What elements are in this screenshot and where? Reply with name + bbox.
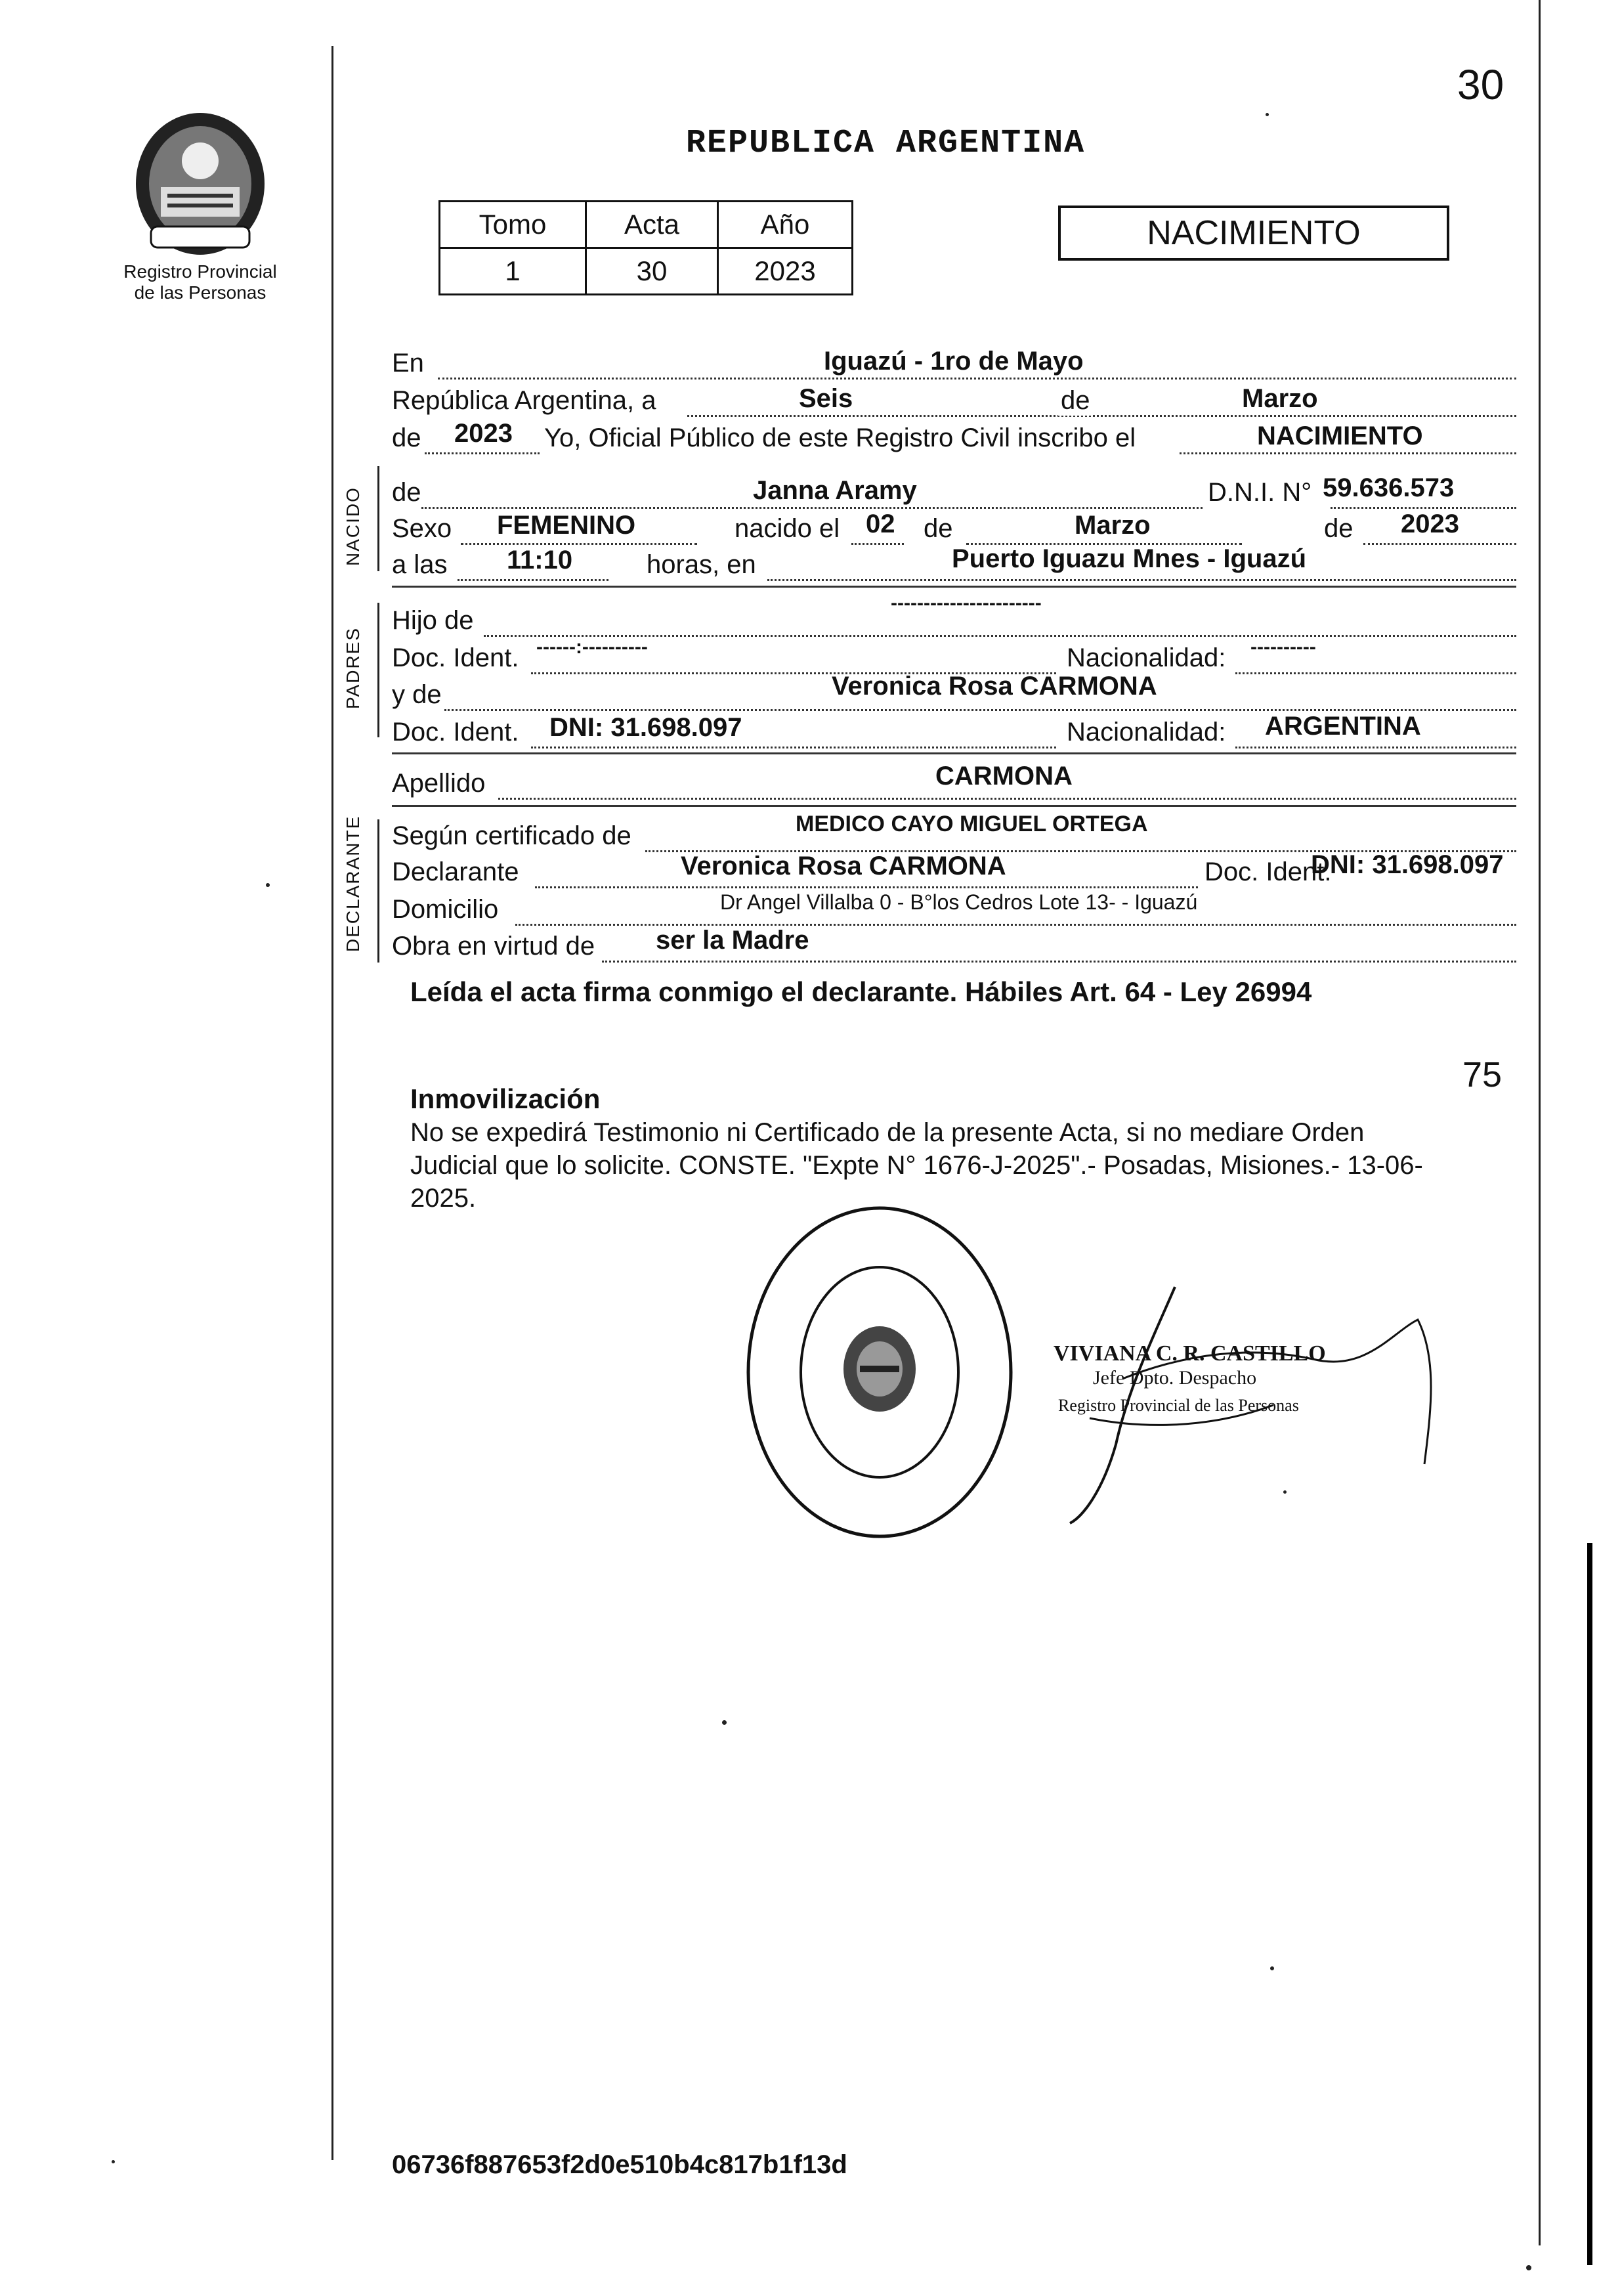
- sex-value: FEMENINO: [497, 511, 636, 540]
- republica-label: República Argentina, a: [392, 386, 656, 415]
- record-type-box: NACIMIENTO: [1058, 206, 1449, 261]
- father-nat-value: ----------: [1250, 636, 1316, 658]
- value-ano: 2023: [718, 248, 853, 295]
- nacido-el-label: nacido el: [735, 514, 840, 543]
- time-value: 11:10: [507, 546, 573, 574]
- closing-statement: Leída el acta firma conmigo el declarante. Hábiles Art. 64 - Ley 26994: [410, 976, 1312, 1007]
- decl-label: Declarante: [392, 857, 519, 886]
- scan-speck: [1283, 1490, 1287, 1494]
- dom-label: Domicilio: [392, 895, 499, 924]
- right-edge-bar: [1587, 1543, 1592, 2265]
- obra-label: Obra en virtud de: [392, 932, 595, 961]
- value-acta: 30: [586, 248, 718, 295]
- nacido-de-label: de: [392, 478, 421, 507]
- child-name-value: Janna Aramy: [753, 476, 917, 505]
- padres-section-label: PADRES: [343, 626, 363, 709]
- inmovilizacion-line1: No se expedirá Testimonio ni Certificado de la presente Acta, si no mediare Orden: [410, 1118, 1365, 1147]
- birth-day-value: 02: [866, 509, 895, 538]
- cert-value: MEDICO CAYO MIGUEL ORTEGA: [796, 812, 1148, 836]
- month-value: Marzo: [1242, 384, 1318, 413]
- scan-speck: [722, 1720, 727, 1725]
- stamp-seal-icon: [742, 1202, 1017, 1543]
- en-label: En: [392, 349, 424, 378]
- signature-name: VIVIANA C. R. CASTILLO: [1054, 1341, 1326, 1366]
- row-nacido-name: [392, 473, 1516, 513]
- scan-speck: [1266, 113, 1269, 116]
- provincial-emblem: [131, 108, 269, 259]
- scan-speck: [112, 2160, 115, 2163]
- hijo-de-label: Hijo de: [392, 606, 474, 635]
- horas-label: horas, en: [647, 550, 756, 579]
- declarant-doc-value: DNI: 31.698.097: [1311, 850, 1504, 879]
- act-value: NACIMIENTO: [1257, 422, 1423, 450]
- document-hash: 06736f887653f2d0e510b4c817b1f13d: [392, 2150, 847, 2179]
- domicile-value: Dr Angel Villalba 0 - B°los Cedros Lote 13- - Iguazú: [720, 890, 1198, 914]
- logo-caption-line1: Registro Provincial: [123, 261, 277, 282]
- padres-bar: [377, 603, 379, 737]
- y-de-label: y de: [392, 680, 442, 709]
- signature-role: Jefe Dpto. Despacho: [1093, 1367, 1257, 1389]
- secondary-number: 75: [1462, 1055, 1503, 1094]
- mother-nat-label: Nacionalidad:: [1067, 718, 1226, 747]
- mother-doc-value: DNI: 31.698.097: [549, 713, 742, 742]
- mother-nat-value: ARGENTINA: [1265, 712, 1421, 741]
- year-prefix-label: de: [392, 423, 421, 452]
- padres-separator: [392, 752, 1516, 754]
- dni-label: D.N.I. N°: [1208, 478, 1312, 507]
- row-en: [392, 347, 1516, 383]
- cert-label: Según certificado de: [392, 821, 631, 850]
- row-mother: [392, 672, 1516, 715]
- registry-table: [438, 200, 853, 295]
- declarante-section-label: DECLARANTE: [343, 815, 363, 952]
- header-acta: Acta: [586, 202, 718, 248]
- shield-emblem-icon: [131, 108, 269, 259]
- official-stamp: [742, 1202, 1017, 1543]
- nacido-separator: [392, 586, 1516, 588]
- row-domicilio: [392, 890, 1516, 930]
- left-margin-line: [331, 46, 333, 2160]
- apellido-value: CARMONA: [935, 762, 1073, 791]
- statement-text: Yo, Oficial Público de este Registro Civil inscribo el: [544, 423, 1136, 452]
- child-dni-value: 59.636.573: [1323, 473, 1455, 502]
- inmovilizacion-line2: Judicial que lo solicite. CONSTE. "Expte N° 1676-J-2025".- Posadas, Misiones.- 13-06-: [410, 1151, 1423, 1180]
- row-nacido-time: [392, 544, 1516, 585]
- year-value: 2023: [454, 419, 513, 448]
- nacido-bar: [377, 466, 379, 571]
- obra-value: ser la Madre: [656, 926, 809, 955]
- place-value: Iguazú - 1ro de Mayo: [824, 347, 1084, 376]
- nacido-de-label2: de: [924, 514, 953, 543]
- declarant-value: Veronica Rosa CARMONA: [681, 852, 1006, 880]
- row-declarante: [392, 850, 1516, 892]
- value-tomo: 1: [440, 248, 586, 295]
- apellido-label: Apellido: [392, 769, 486, 798]
- row-hijo-de: [392, 592, 1516, 641]
- scan-speck: [266, 883, 270, 887]
- birth-place-value: Puerto Iguazu Mnes - Iguazú: [952, 544, 1307, 573]
- birth-year-value: 2023: [1401, 509, 1459, 538]
- father-nat-label: Nacionalidad:: [1067, 643, 1226, 672]
- mother-doc-label: Doc. Ident.: [392, 718, 519, 747]
- apellido-separator: [392, 805, 1516, 807]
- header-ano: Año: [718, 202, 853, 248]
- row-nacido-sex: [392, 509, 1516, 549]
- day-value: Seis: [799, 384, 853, 413]
- scan-speck: [1526, 2265, 1531, 2270]
- father-value: -----------------------: [891, 592, 1042, 614]
- row-republica: [392, 384, 1516, 421]
- declarante-bar: [377, 819, 379, 963]
- father-doc-value: ------:----------: [536, 636, 648, 658]
- inmovilizacion-line3: 2025.: [410, 1184, 477, 1213]
- a-las-label: a las: [392, 550, 448, 579]
- logo-caption-line2: de las Personas: [134, 282, 266, 303]
- signature-org: Registro Provincial de las Personas: [1058, 1396, 1299, 1415]
- nacido-de-label3: de: [1324, 514, 1354, 543]
- father-doc-label: Doc. Ident.: [392, 643, 519, 672]
- page-title: REPUBLICA ARGENTINA: [686, 125, 1086, 162]
- header-tomo: Tomo: [440, 202, 586, 248]
- row-apellido: [392, 762, 1516, 804]
- right-margin-line: [1539, 0, 1541, 2245]
- row-mother-doc: [392, 712, 1516, 752]
- row-obra: [392, 926, 1516, 966]
- decl-doc-label: Doc. Ident.: [1205, 857, 1332, 886]
- birth-month-value: Marzo: [1075, 511, 1151, 540]
- mother-value: Veronica Rosa CARMONA: [832, 672, 1157, 701]
- de-label: de: [1058, 386, 1093, 416]
- page-number: 30: [1457, 61, 1504, 108]
- nacido-section-label: NACIDO: [343, 487, 363, 566]
- inmovilizacion-title: Inmovilización: [410, 1083, 601, 1114]
- row-year: [392, 419, 1516, 458]
- scan-speck: [1270, 1966, 1274, 1970]
- sexo-label: Sexo: [392, 514, 452, 543]
